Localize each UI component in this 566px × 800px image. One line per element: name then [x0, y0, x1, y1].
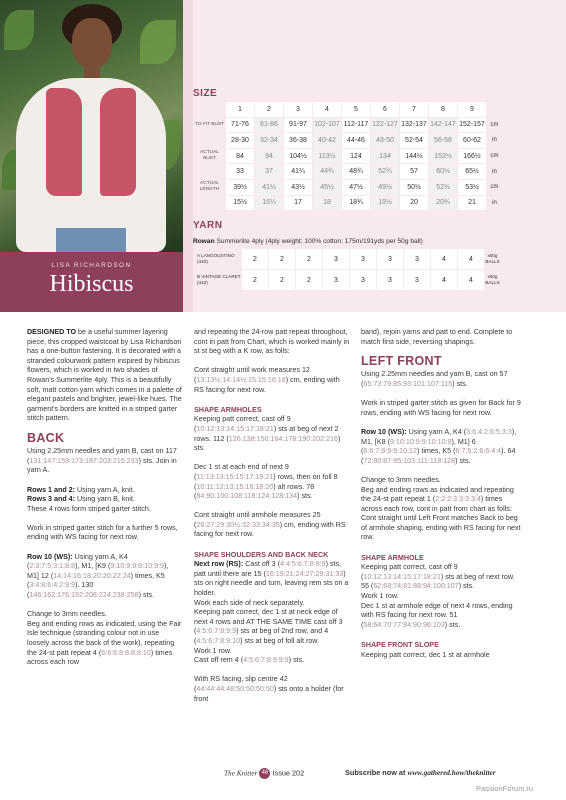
paragraph: Dec 1 st at each end of next 9 (11:13:13:15:15:17:19:21) rows, then on foll 8 (10:11:12:13:15:16:18:20) alt rows. 78 (84:90:100:108:118:124:128:134) sts. [194, 463, 338, 501]
cell: 4 [431, 249, 458, 270]
cell: 36-38 [284, 133, 313, 149]
cell: 142-147 [429, 117, 458, 133]
paragraph: Row 10 (WS): Using yarn A, K4 (2:3:7:5:3:1:8:8), M1, [K9 (9:10:9:9:9:10:9:9), M1] 12 (14:14:16:18:20:20:22:24) times, K5 (3:4:8:6:4:2:9:9). 130 (146:162:176:192:208:224:238:258) sts. [27, 552, 169, 600]
cell: 15½ [226, 195, 255, 211]
model-photo [0, 0, 183, 252]
cell: 4 [458, 249, 485, 270]
cell: 65½ [458, 164, 487, 180]
cell: 41¼ [284, 164, 313, 180]
unit: cm [487, 148, 503, 164]
size-col: 2 [255, 102, 284, 118]
size-row [194, 164, 503, 180]
cell: 2 [242, 270, 269, 291]
size-col: 8 [429, 102, 458, 118]
subscribe-text: Subscribe now at [345, 768, 408, 777]
cell: 134 [371, 148, 400, 164]
size-col: 5 [342, 102, 371, 118]
cell: 2 [296, 270, 323, 291]
cell: 17 [284, 195, 313, 211]
row-label: TO FIT BUST [194, 117, 226, 133]
text-column-2 [194, 328, 351, 714]
cell: 84 [226, 148, 255, 164]
cell: 2 [269, 270, 296, 291]
cell: 52¾ [371, 164, 400, 180]
cell: 57 [400, 164, 429, 180]
cell: 32-34 [255, 133, 284, 149]
size-row [194, 179, 503, 195]
size-col: 9 [458, 102, 487, 118]
cell: 41½ [255, 179, 284, 195]
cell: 60-62 [458, 133, 487, 149]
yarn-description [193, 236, 516, 247]
intro-paragraph [27, 328, 182, 424]
paragraph: Next row (RS): Cast off 3 (4:4:5:6:7:8:8:9) sts, patt until there are 15 (16:19:21:24:27:29:31:33) sts on right needle and turn, leaving rem sts on a holder. Work each side of neck separately. Keeping patt correct, dec 1 st at neck edge of next 4 rows and AT THE SAME TIME cast off 3 (4:5:6:7:8:9:9) sts at beg of 2nd row, and 4 (4:5:6:7:8:9:10) sts at beg of foll alt row. Work 1 row. Cast off rem 4 (4:5:6:7:8:9:9:9) sts. [194, 560, 349, 665]
yarn-table [193, 248, 501, 291]
unit: in [487, 164, 503, 180]
cell: 3 [377, 249, 404, 270]
size-col: 1 [226, 102, 255, 118]
size-col: 4 [313, 102, 342, 118]
unit: cm [487, 179, 503, 195]
unit: in [487, 133, 503, 149]
paragraph: Cont straight until armhole measures 25 (26:27:29:30½:32:33:34:35) cm, ending with RS facing for next row. [194, 511, 346, 539]
paragraph: Work in striped garter stitch as given for Back for 9 rows, ending with WS facing for next row. [361, 399, 521, 417]
intro-lead: DESIGNED TO [27, 328, 77, 336]
cell: 153½ [429, 148, 458, 164]
cell: 81-86 [255, 117, 284, 133]
cell: 39½ [226, 179, 255, 195]
paragraph: Using 2.25mm needles and yarn B, cast on 117 (131:147:159:173:187:203:215:233) sts. Join in yarn A. [27, 447, 177, 475]
paragraph: With RS facing, slip centre 42 (44:44:44:48:50:50:50:50) sts onto a holder (for front [194, 675, 344, 703]
cell: 102-107 [313, 117, 342, 133]
unit: cm [487, 117, 503, 133]
cell: 122-127 [371, 117, 400, 133]
cell: 132-137 [400, 117, 429, 133]
yarn-label: A LANGOUSTINO (440) [194, 249, 242, 270]
cell: 4 [431, 270, 458, 291]
footer-subscribe [345, 768, 496, 777]
magazine-name: The Knitter [224, 768, 258, 778]
cell: 33 [226, 164, 255, 180]
cell: 48-50 [371, 133, 400, 149]
designer-banner [0, 252, 183, 312]
cell: 3 [323, 270, 350, 291]
paragraph: Cont straight until work measures 12 (13:13½:14:14½:15:15:16:16) cm, ending with RS facing for next row. [194, 366, 340, 394]
unit: in [487, 195, 503, 211]
cell: 3 [404, 249, 431, 270]
unit: x50g BALLS [485, 249, 501, 270]
cell: 20¾ [429, 195, 458, 211]
row-label [194, 164, 226, 180]
cell: 3 [350, 249, 377, 270]
row-label [194, 195, 226, 211]
cell: 152-157 [458, 117, 487, 133]
cell: 112-117 [342, 117, 371, 133]
row-label: ACTUAL BUST [194, 148, 226, 164]
cell: 2 [269, 249, 296, 270]
size-col: 3 [284, 102, 313, 118]
paragraph: Change to 3mm needles. Beg and ending rows as indicated, using the Fair Isle technique (stranding colour not in use loosely across the back of the work), repeating the 24-st patt repeat 4 (6:6:6:8:8:8:8:10) times across each row [27, 610, 182, 667]
cell: 50½ [400, 179, 429, 195]
cell: 53½ [458, 179, 487, 195]
cell: 45½ [313, 179, 342, 195]
yarn-desc: Summerlite 4ply (4ply weight; 100% cotton; 175m/191yds per 50g ball) [214, 238, 423, 245]
size-row [194, 117, 503, 133]
cell: 44¾ [313, 164, 342, 180]
size-heading: SIZE [193, 88, 218, 99]
paragraph: Using 2.25mm needles and yarn B, cast on 57 (65:73:79:85:93:101:107:115) sts. [361, 370, 508, 388]
paragraph: Keeping patt correct, cast off 9 (10:12:13:14:15:17:18:21) sts at beg of next row. 55 (62:68:74:81:88:94:100:107) sts. Work 1 row. Dec 1 st at armhole edge of next 4 rows, ending with RS facing for next row. 51 (58:64:70:77:84:90:96:103) sts. [361, 563, 515, 629]
unit: x50g BALLS [485, 270, 501, 291]
cell: 2 [296, 249, 323, 270]
back-heading: BACK [27, 430, 65, 445]
cell: 44-46 [342, 133, 371, 149]
cell: 37 [255, 164, 284, 180]
watermark: PassionForum.ru [476, 784, 534, 793]
cell: 52½ [429, 179, 458, 195]
footer-magazine [224, 768, 304, 779]
cell: 52-54 [400, 133, 429, 149]
cell: 94 [255, 148, 284, 164]
cell: 71-76 [226, 117, 255, 133]
cell: 18¾ [342, 195, 371, 211]
cell: 91-97 [284, 117, 313, 133]
cell: 3 [404, 270, 431, 291]
paragraph: Row 10 (WS): Using yarn A, K4 (3:6:4:2:6:5:3:3), M1, [K8 (9:10:10:9:9:10:10:9), M1] 6 (6:6:7:9:9:9:10:12) times, K5 (6:7:5:2:6:6:4:4). 64 (72:80:87:95:103:111:118:128) sts. [361, 427, 517, 465]
row-label: ACTUAL LENGTH [194, 179, 226, 195]
page-number: 46 [259, 768, 270, 779]
cell: 48¾ [342, 164, 371, 180]
designer-name: LISA RICHARDSON [51, 262, 132, 269]
left-front-heading: LEFT FRONT [361, 353, 442, 368]
pattern-title: Hibiscus [49, 271, 134, 297]
size-col: 7 [400, 102, 429, 118]
paragraph: Work in striped garter stitch for a further 5 rows, ending with WS facing for next row. [27, 523, 178, 542]
cell: 16¼ [255, 195, 284, 211]
size-col: 6 [371, 102, 400, 118]
cell: 28-30 [226, 133, 255, 149]
intro-text: be a useful summer layering piece, this cropped waistcoat by Lisa Richardson has a one-button fastening. It is decorated with a stranded colourwork pattern inspired by hibiscus flowers, which is worked in two shades of Rowan's Summerlite 4ply. This is a beautifully soft, matt cotton yarn which comes in a palette of elegant pastels and brighter, jewel-like hues. The garment's borders are knitted in a striped garter stitch pattern. [27, 328, 182, 423]
cell: 124 [342, 148, 371, 164]
cell: 19½ [371, 195, 400, 211]
cell: 18 [313, 195, 342, 211]
size-row [194, 148, 503, 164]
size-table [193, 101, 503, 211]
yarn-row [194, 249, 501, 270]
cell: 49½ [371, 179, 400, 195]
shape-front-slope-heading: SHAPE FRONT SLOPE [361, 640, 439, 649]
shape-armhole-heading: SHAPE ARMHOLE [361, 552, 424, 562]
yarn-label: B VINTAGE CLARET (443) [194, 270, 242, 291]
cell: 43½ [284, 179, 313, 195]
size-row [194, 195, 503, 211]
shape-shoulders-heading: SHAPE SHOULDERS AND BACK NECK [194, 549, 329, 559]
text-column-1 [27, 328, 182, 677]
cell: 47½ [342, 179, 371, 195]
issue-number: Issue 202 [272, 768, 305, 778]
size-header-row [194, 102, 503, 118]
cell: 21 [458, 195, 487, 211]
paragraph: Keeping patt correct, dec 1 st at armhole [361, 650, 490, 659]
cell: 20 [400, 195, 429, 211]
paragraph: Rows 1 and 2: Using yarn A, knit. Rows 3 and 4: Using yarn B, knit. These 4 rows form striped garter stitch. [27, 485, 151, 513]
subscribe-link[interactable]: www.gathered.how/theknitter [407, 768, 496, 777]
cell: 60½ [429, 164, 458, 180]
cell: 40-42 [313, 133, 342, 149]
yarn-brand: Rowan [193, 238, 215, 245]
cell: 3 [350, 270, 377, 291]
yarn-heading: YARN [193, 220, 223, 231]
shape-armholes-heading: SHAPE ARMHOLES [194, 404, 262, 414]
paragraph: Keeping patt correct, cast off 9 (10:12:13:14:15:17:18:21) sts at beg of next 2 rows. 112 (126:138:150:164:178:190:202:216) sts. [194, 415, 341, 453]
paragraph: and repeating the 24-row patt repeat throughout, cont in patt from Chart, which is worked mainly in st st beg with a K row, as folls: [194, 328, 350, 356]
cell: 2 [242, 249, 269, 270]
text-column-3 [361, 328, 521, 670]
size-row [194, 133, 503, 149]
yarn-row [194, 270, 501, 291]
cell: 56-58 [429, 133, 458, 149]
cell: 4 [458, 270, 485, 291]
cell: 104½ [284, 148, 313, 164]
cell: 3 [323, 249, 350, 270]
paragraph: Change to 3mm needles. Beg and ending rows as indicated and repeating the 24-st patt repeat 1 (2:2:2:3:3:3:3:4) times across each row, cont in patt from chart as folls: Cont straight until Left Front matches Back to beg of armhole shaping, ending with RS facing for next row. [361, 475, 521, 542]
row-label [194, 133, 226, 149]
cell: 3 [377, 270, 404, 291]
cell: 113½ [313, 148, 342, 164]
cell: 144½ [400, 148, 429, 164]
paragraph: band), rejoin yarns and patt to end. Complete to match first side, reversing shapings. [361, 328, 513, 346]
cell: 166½ [458, 148, 487, 164]
